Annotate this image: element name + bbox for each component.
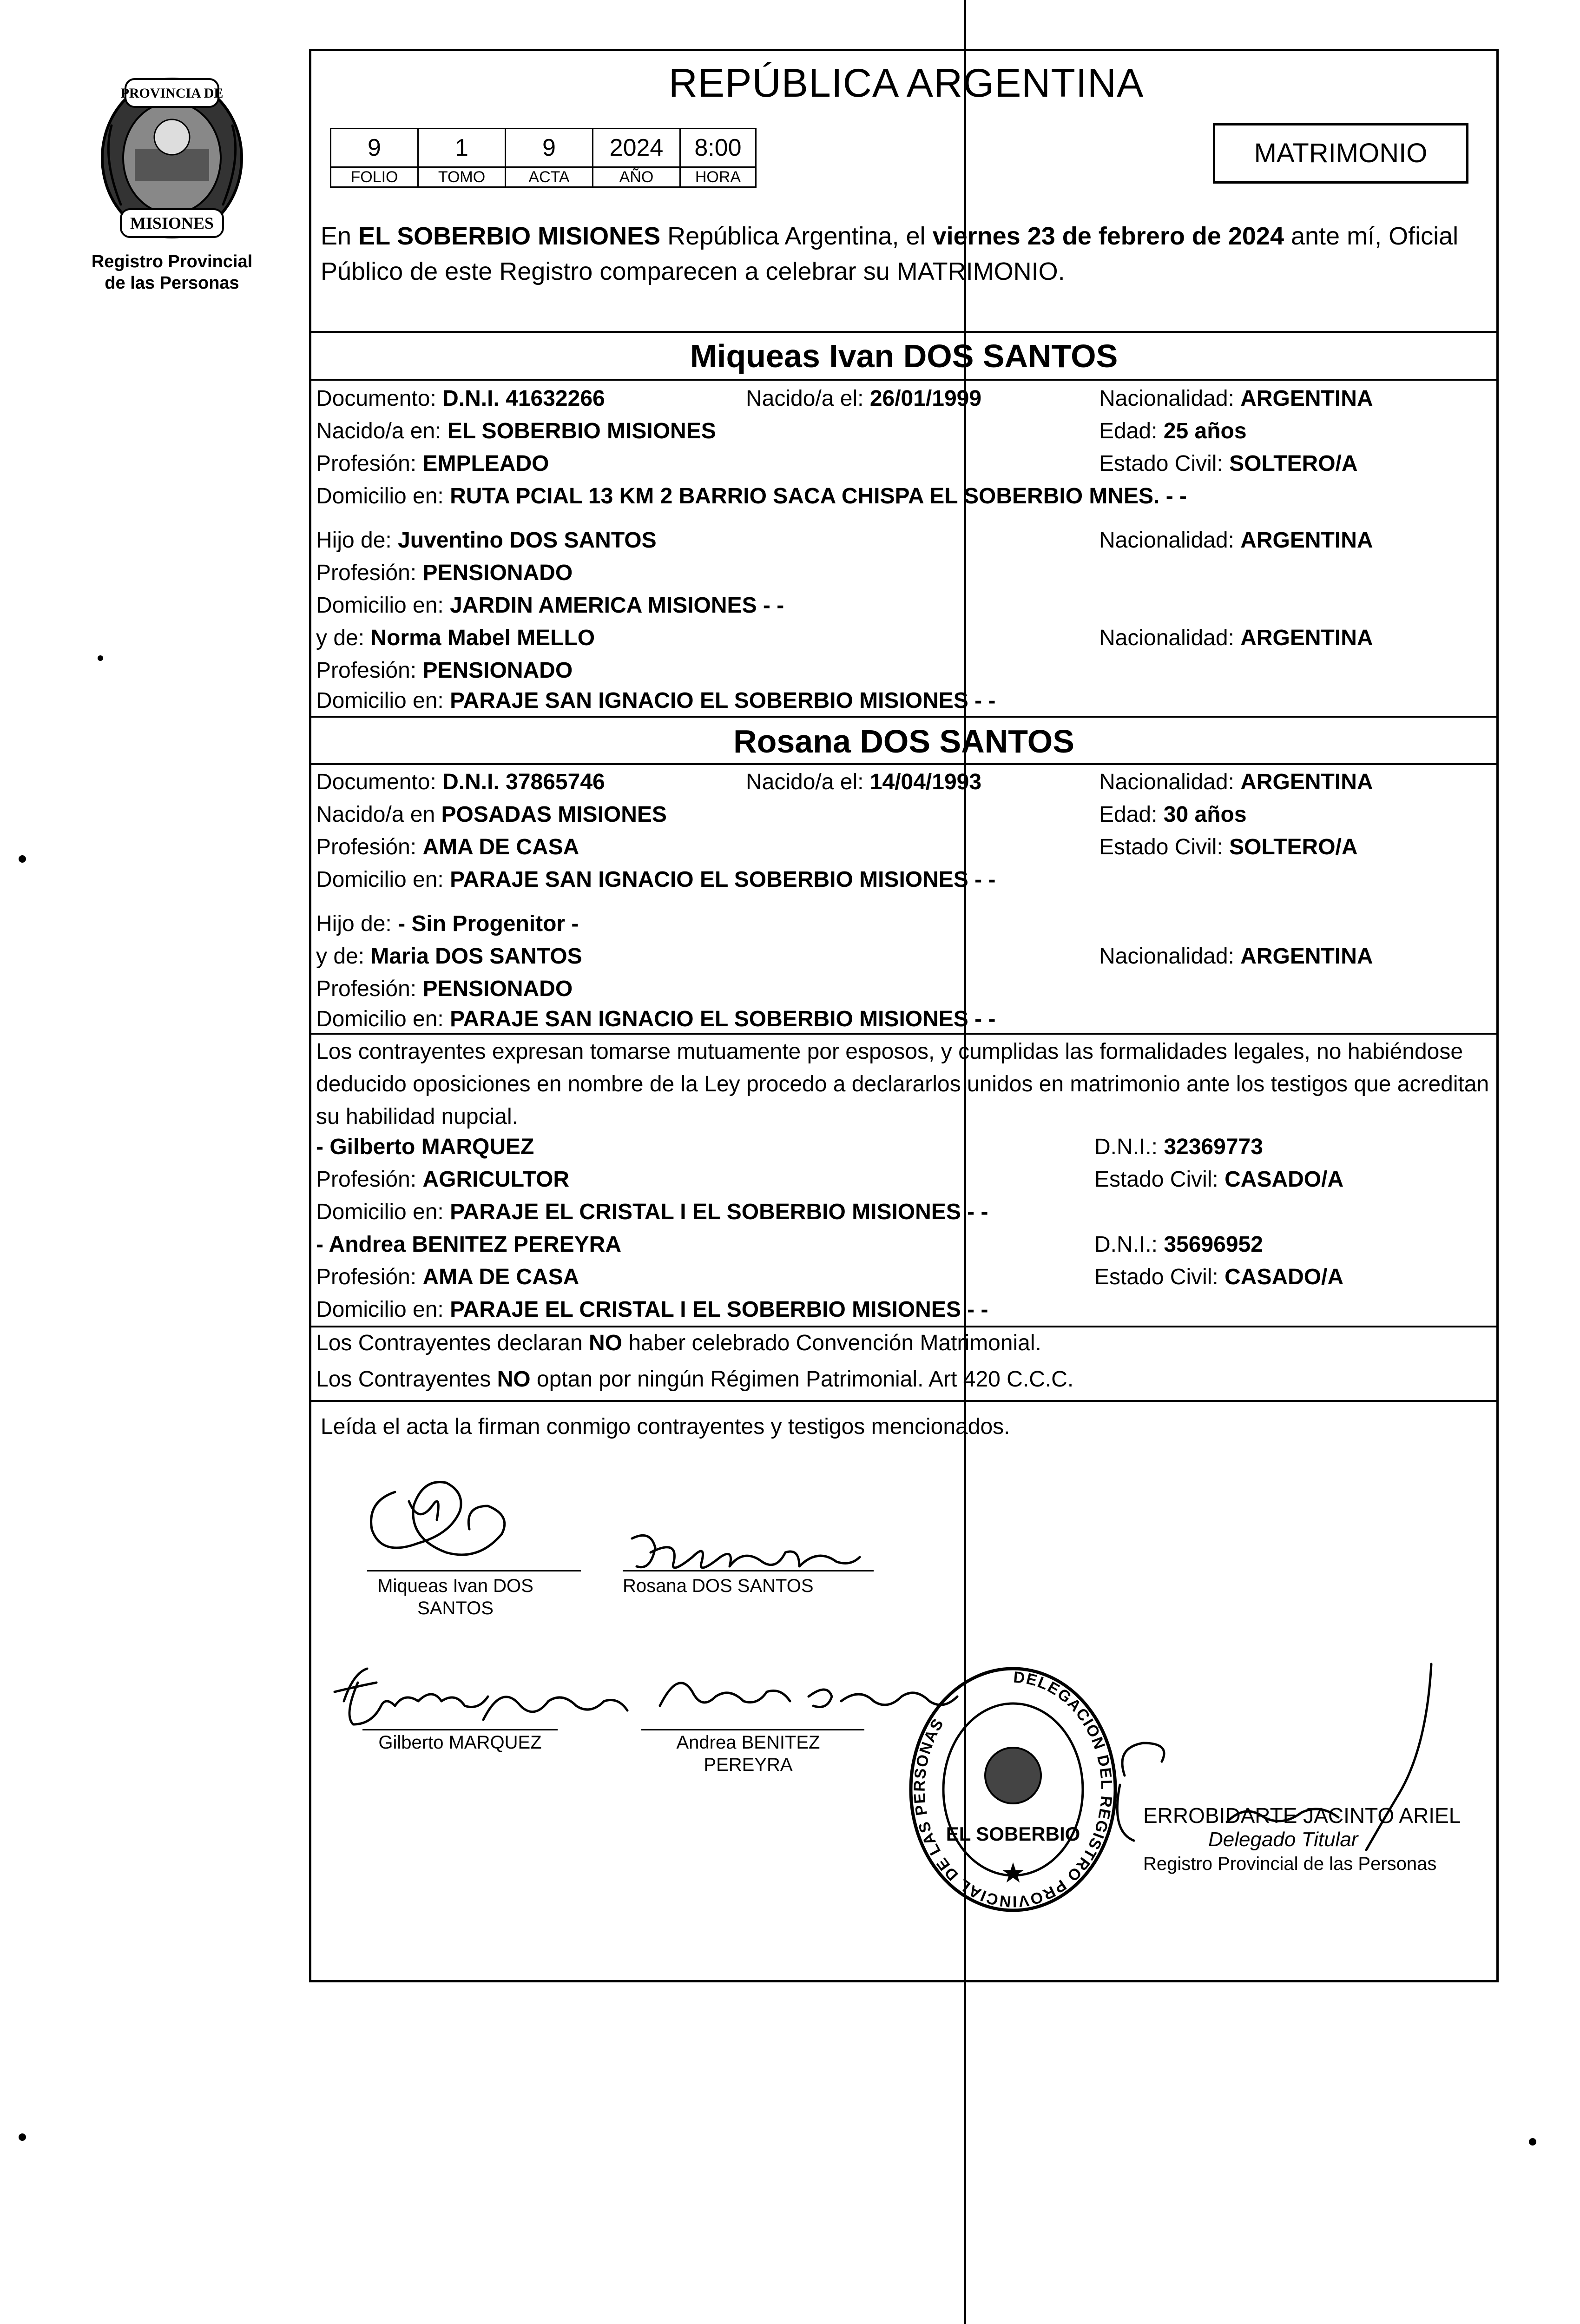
spouse1-age: Edad: 25 años [1099,419,1247,443]
registry-table [330,128,757,188]
spouse1-civil-status: Estado Civil: SOLTERO/A [1099,451,1358,476]
provincial-coat-of-arms-logo [84,70,260,246]
intro-paragraph [321,218,1492,289]
divider [309,1033,1499,1035]
spouse1-mother-address: Domicilio en: PARAJE SAN IGNACIO EL SOBERBIO MISIONES - - [316,688,996,713]
witness2-signature-line [641,1729,864,1730]
spouse2-mother-nationality: Nacionalidad: ARGENTINA [1099,944,1373,969]
divider [309,1400,1499,1402]
spouse2-nationality: Nacionalidad: ARGENTINA [1099,770,1373,794]
registry-hour-label: HORA [680,167,756,187]
witness1-profession: Profesión: AGRICULTOR [316,1167,569,1192]
logo-top-text: PROVINCIA DE [120,86,224,101]
spouse1-address: Domicilio en: RUTA PCIAL 13 KM 2 BARRIO SACA CHISPA EL SOBERBIO MNES. - - [316,484,1187,508]
registry-year-label: AÑO [593,167,680,187]
registry-year-value: 2024 [593,129,680,167]
declaration-paragraph: Los contrayentes expresan tomarse mutuamente por esposos, y cumplidas las formalidades legales, no habiéndose deducido oposiciones en nombre de la Ley procedo a declararlos unidos en matrimonio ante los testigos que acreditan su habilidad nupcial. [316,1039,1489,1129]
spouse2-mother-address: Domicilio en: PARAJE SAN IGNACIO EL SOBERBIO MISIONES - - [316,1007,996,1031]
witness2-profession: Profesión: AMA DE CASA [316,1265,579,1289]
witness1-civil-status: Estado Civil: CASADO/A [1094,1167,1344,1192]
divider [309,379,1499,381]
registry-folio-label: FOLIO [331,167,418,187]
witness2-caption-line-2: PEREYRA [704,1755,793,1775]
act-type-box: MATRIMONIO [1213,123,1468,184]
registry-acta-label: ACTA [506,167,593,187]
delegate-title: Delegado Titular [1208,1828,1358,1851]
seal-center-text: EL SOBERBIO [946,1823,1080,1845]
spouse1-signature [353,1464,530,1571]
convention-line-1: Los Contrayentes declaran NO haber celebrado Convención Matrimonial. [316,1331,1041,1355]
witness1-dni: D.N.I.: 32369773 [1094,1135,1263,1159]
intro-date: viernes 23 de febrero de 2024 [932,222,1284,250]
registry-folio-value: 9 [331,129,418,167]
witness1-signature-line [362,1729,558,1730]
divider [309,716,1499,718]
spouse2-birthdate: Nacido/a el: 14/04/1993 [746,770,982,794]
spouse1-profession: Profesión: EMPLEADO [316,451,549,476]
spouse2-birthplace: Nacido/a en POSADAS MISIONES [316,802,667,827]
spouse2-profession: Profesión: AMA DE CASA [316,835,579,859]
registry-tomo-value: 1 [418,129,506,167]
registry-hour-value: 8:00 [680,129,756,167]
spouse1-mother-profession: Profesión: PENSIONADO [316,658,573,683]
logo-caption [70,251,274,294]
spouse1-father-profession: Profesión: PENSIONADO [316,561,573,585]
spouse1-signature-line [367,1570,581,1571]
page-title: REPÚBLICA ARGENTINA [668,61,1144,106]
delegate-registry: Registro Provincial de las Personas [1143,1854,1437,1874]
spouse1-mother-nationality: Nacionalidad: ARGENTINA [1099,626,1373,650]
spouse2-address: Domicilio en: PARAJE SAN IGNACIO EL SOBERBIO MISIONES - - [316,867,996,892]
convention-line-2: Los Contrayentes NO optan por ningún Régimen Patrimonial. Art 420 C.C.C. [316,1367,1074,1392]
registry-tomo-label: TOMO [418,167,506,187]
spouse1-caption-line-2: SANTOS [417,1598,494,1618]
witness2-caption-line-1: Andrea BENITEZ [676,1732,820,1753]
official-seal [897,1655,1129,1915]
closing-sentence: Leída el acta la firman conmigo contrayentes y testigos mencionados. [321,1414,1010,1439]
spouse2-document: Documento: D.N.I. 37865746 [316,770,605,794]
spouse2-mother-profession: Profesión: PENSIONADO [316,977,573,1001]
intro-text-1: En [321,222,359,250]
divider [309,331,1499,333]
logo-caption-line-1: Registro Provincial [91,252,253,271]
spouse1-name: Miqueas Ivan DOS SANTOS [690,338,1118,374]
intro-text-3: ante mí, Oficial Público de este Registro comparecen a celebrar su MATRIMONIO. [321,222,1459,285]
seal-ring-text: DELEGACIÓN DEL REGISTRO PROVINCIAL DE LAS PERSONAS [910,1668,1116,1911]
spouse1-birthplace: Nacido/a en: EL SOBERBIO MISIONES [316,419,716,443]
spouse1-signature-caption [344,1575,567,1619]
margin-hole-mark [19,855,26,863]
logo-bottom-text: MISIONES [130,214,214,232]
spouse1-mother: y de: Norma Mabel MELLO [316,626,595,650]
divider [309,1326,1499,1327]
witness1-address: Domicilio en: PARAJE EL CRISTAL I EL SOBERBIO MISIONES - - [316,1200,988,1224]
delegate-name: ERROBIDARTE JACINTO ARIEL [1143,1803,1461,1828]
spouse1-father-address: Domicilio en: JARDIN AMERICA MISIONES - - [316,593,784,618]
seal-star-icon: ★ [1001,1857,1026,1889]
spouse2-civil-status: Estado Civil: SOLTERO/A [1099,835,1358,859]
spouse1-caption-line-1: Miqueas Ivan DOS [377,1576,533,1596]
intro-text-2: República Argentina, el [660,222,933,250]
logo-caption-line-2: de las Personas [105,273,239,293]
spouse1-father-nationality: Nacionalidad: ARGENTINA [1099,528,1373,553]
spouse2-name: Rosana DOS SANTOS [733,723,1074,759]
registry-acta-value: 9 [506,129,593,167]
spouse2-mother: y de: Maria DOS SANTOS [316,944,582,969]
spouse2-signature-line [623,1570,874,1571]
delegate-stamp [1143,1803,1468,1876]
spouse2-signature-caption: Rosana DOS SANTOS [623,1576,814,1596]
divider [309,763,1499,765]
margin-hole-mark [1529,2138,1536,2146]
spouse2-father: Hijo de: - Sin Progenitor - [316,911,579,936]
spouse1-nationality: Nacionalidad: ARGENTINA [1099,386,1373,411]
spouse1-document: Documento: D.N.I. 41632266 [316,386,605,411]
witness2-name: - Andrea BENITEZ PEREYRA [316,1232,621,1257]
spouse1-birthdate: Nacido/a el: 26/01/1999 [746,386,982,411]
margin-speck [98,655,103,661]
witness1-signature-caption: Gilberto MARQUEZ [378,1732,542,1753]
witness2-civil-status: Estado Civil: CASADO/A [1094,1265,1344,1289]
spouse1-father: Hijo de: Juventino DOS SANTOS [316,528,657,553]
margin-hole-mark [19,2133,26,2141]
witness1-name: - Gilberto MARQUEZ [316,1135,534,1159]
spouse2-age: Edad: 30 años [1099,802,1247,827]
witness2-dni: D.N.I.: 35696952 [1094,1232,1263,1257]
intro-place: EL SOBERBIO MISIONES [358,222,661,250]
witness2-address: Domicilio en: PARAJE EL CRISTAL I EL SOBERBIO MISIONES - - [316,1297,988,1322]
witness2-signature-caption [651,1731,846,1776]
